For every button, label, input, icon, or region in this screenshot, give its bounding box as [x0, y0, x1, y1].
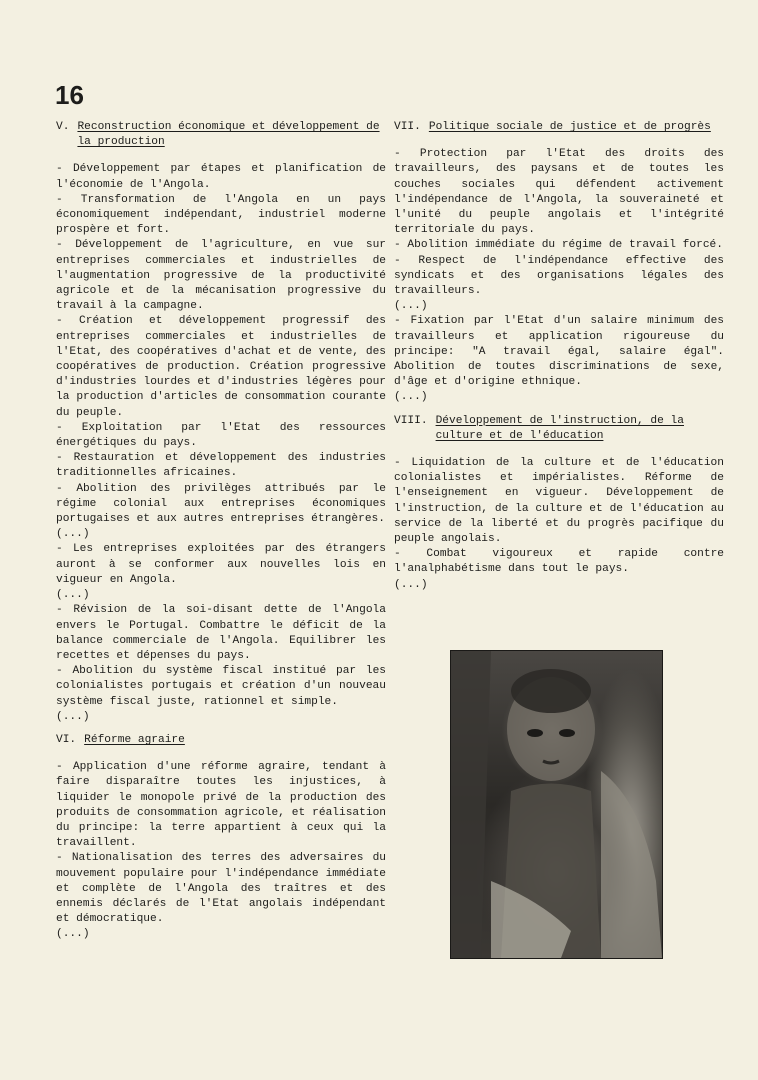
ellipsis: (...)	[56, 928, 90, 941]
ellipsis: (...)	[56, 710, 90, 723]
paragraph: - Protection par l'Etat des droits des travailleurs, des paysans et de toutes les couches sociales qui défendent activement l'indépendance de l'Angola, la souveraineté et l'unité du peuple angolais et l'intégrité territoriale du pays.	[394, 148, 724, 237]
paragraph: - Liquidation de la culture et de l'éducation colonialistes et impérialistes. Réforme de l'enseignement en vigueur. Développement de l'instruction, de la culture et de l'éducation au service de la liberté et du progrès pacifique du peuple angolais.	[394, 457, 724, 546]
paragraph: - Abolition du système fiscal institué par les colonialistes portugais et création d'un nouveau système fiscal juste, rationnel et simple.	[56, 665, 386, 708]
section-v-number: V.	[56, 121, 70, 133]
ellipsis: (...)	[56, 589, 90, 602]
paragraph: - Les entreprises exploitées par des étrangers auront à se conformer aux nouvelles lois en vigueur en Angola.	[56, 543, 386, 586]
section-v-title: Reconstruction économique et développement de la production	[77, 121, 380, 149]
section-viii-number: VIII.	[394, 414, 428, 427]
section-vi-number: VI.	[56, 733, 77, 746]
paragraph: - Fixation par l'Etat d'un salaire minimum des travailleurs et application rigoureuse du principe: "A travail égal, salaire égal". Abolition de toutes discriminations de sexe, d'âge et d'origine ethnique.	[394, 315, 724, 389]
section-v-heading	[56, 120, 386, 150]
section-vii	[394, 120, 724, 406]
section-vi	[56, 733, 386, 943]
photo-shading	[451, 651, 662, 958]
ellipsis: (...)	[394, 578, 428, 591]
section-vi-title: Réforme agraire	[84, 733, 185, 746]
section-vii-heading	[394, 120, 724, 135]
paragraph: - Transformation de l'Angola en un pays économiquement indépendant, industriel moderne prospère et fort.	[56, 193, 386, 237]
paragraph: - Révision de la soi-disant dette de l'Angola envers le Portugal. Combattre le déficit de la balance commerciale de l'Angola. Equilibrer les recettes et dépenses du pays.	[56, 604, 386, 662]
paragraph: - Nationalisation des terres des adversaires du mouvement populaire pour l'indépendance immédiate et complète de l'Angola des traîtres et des ennemis déclarés de l'Etat angolais indépendant et démocratique.	[56, 852, 386, 926]
section-v	[56, 120, 386, 725]
right-column	[394, 120, 724, 593]
paragraph: - Création et développement progressif des entreprises commerciales et industrielles de l'Etat, des coopératives d'achat et de vente, des coopératives de production. Création progressive d'industries lourdes et d'industries légères pour la production d'articles de consommation courante du peuple.	[56, 315, 386, 419]
ellipsis: (...)	[394, 300, 428, 313]
ellipsis: (...)	[56, 528, 90, 541]
section-viii-title: Développement de l'instruction, de la culture et de l'éducation	[435, 414, 684, 442]
section-vii-number: VII.	[394, 121, 421, 133]
paragraph: - Combat vigoureux et rapide contre l'analphabétisme dans tout le pays.	[394, 548, 724, 576]
paragraph: - Respect de l'indépendance effective des syndicats et des organisations légales des travailleurs.	[394, 254, 724, 298]
ellipsis: (...)	[394, 391, 428, 404]
paragraph: - Restauration et développement des industries traditionnelles africaines.	[56, 452, 386, 480]
paragraph: - Abolition des privilèges attribués par le régime colonial aux entreprises économiques portugaises et aux autres entreprises étrangères.	[56, 482, 386, 526]
section-viii-heading	[394, 414, 724, 444]
section-vii-title: Politique sociale de justice et de progrès	[428, 121, 711, 133]
left-column	[56, 120, 386, 943]
child-portrait-photo	[450, 650, 663, 959]
section-viii	[394, 414, 724, 593]
paragraph: - Application d'une réforme agraire, tendant à faire disparaître toutes les injustices, à liquider le monopole privé de la production des produits de consommation agricole, et réalisation du principe: la terre appartient à ceux qui la travaillent.	[56, 761, 386, 850]
page-number: 16	[55, 80, 84, 110]
paragraph: - Développement de l'agriculture, en vue sur entreprises commerciales et industrielles de l'augmentation progressive de la productivité agricole et de la mécanisation progressive du travail à la campagne.	[56, 239, 386, 313]
paragraph: - Développement par étapes et planification de l'économie de l'Angola.	[56, 163, 386, 191]
paragraph: - Exploitation par l'Etat des ressources énergétiques du pays.	[56, 421, 386, 450]
section-vi-heading	[56, 733, 386, 748]
paragraph: - Abolition immédiate du régime de travail forcé.	[394, 239, 723, 252]
